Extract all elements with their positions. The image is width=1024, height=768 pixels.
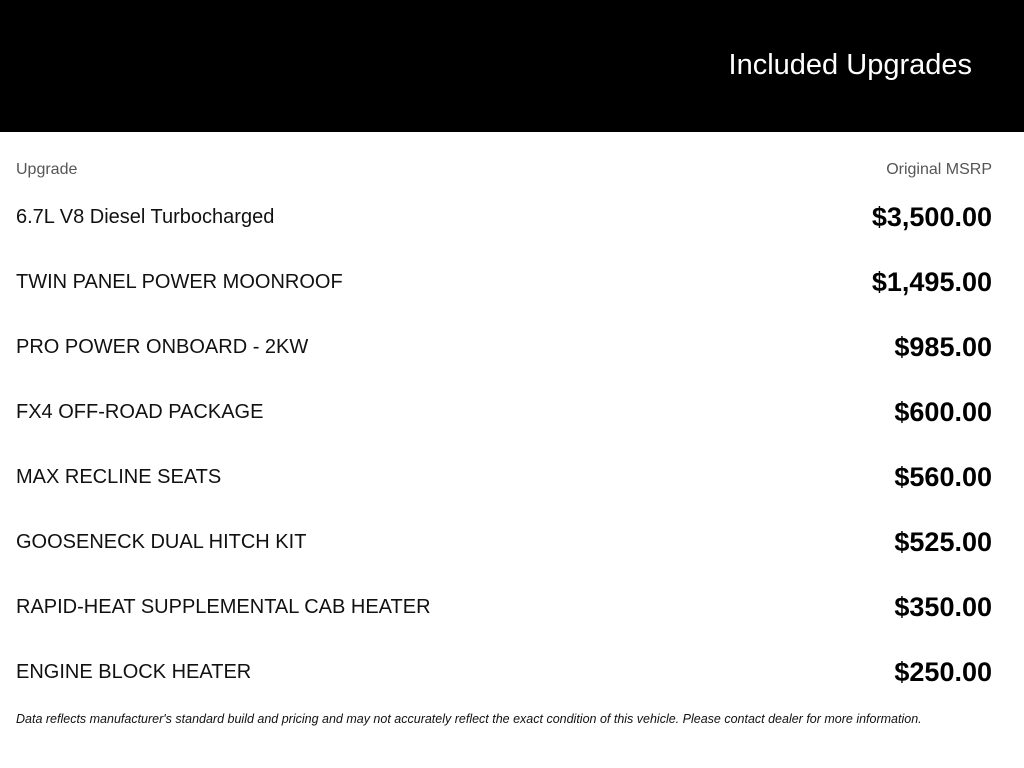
upgrade-name: RAPID-HEAT SUPPLEMENTAL CAB HEATER xyxy=(16,596,431,618)
upgrade-row xyxy=(16,445,992,510)
upgrade-row xyxy=(16,640,992,705)
upgrade-price: $350.00 xyxy=(894,592,992,622)
upgrade-price: $560.00 xyxy=(894,462,992,492)
upgrade-name: GOOSENECK DUAL HITCH KIT xyxy=(16,531,307,553)
upgrade-row xyxy=(16,315,992,380)
upgrade-price: $985.00 xyxy=(894,332,992,362)
upgrade-row xyxy=(16,575,992,640)
upgrade-name: PRO POWER ONBOARD - 2KW xyxy=(16,336,309,358)
header-banner xyxy=(0,0,1024,132)
upgrade-price: $600.00 xyxy=(894,397,992,427)
upgrade-row xyxy=(16,185,992,250)
upgrades-list xyxy=(16,185,992,705)
column-headers xyxy=(16,160,992,180)
upgrade-row xyxy=(16,510,992,575)
page-title: Included Upgrades xyxy=(728,49,972,81)
upgrade-column-header: Upgrade xyxy=(16,161,78,178)
upgrade-price: $250.00 xyxy=(894,657,992,687)
upgrade-name: FX4 OFF-ROAD PACKAGE xyxy=(16,401,264,423)
upgrade-price: $3,500.00 xyxy=(871,202,992,232)
upgrade-name: 6.7L V8 Diesel Turbocharged xyxy=(16,206,275,228)
upgrade-price: $1,495.00 xyxy=(871,267,992,297)
upgrade-name: ENGINE BLOCK HEATER xyxy=(16,661,252,683)
msrp-column-header: Original MSRP xyxy=(886,161,992,178)
upgrade-name: MAX RECLINE SEATS xyxy=(16,466,222,488)
disclaimer-text: Data reflects manufacturer's standard build and pricing and may not accurately reflect the exact condition of this vehicle. Please contact dealer for more information. xyxy=(16,712,922,726)
upgrade-price: $525.00 xyxy=(894,527,992,557)
upgrade-name: TWIN PANEL POWER MOONROOF xyxy=(16,271,343,293)
upgrade-row xyxy=(16,250,992,315)
upgrade-row xyxy=(16,380,992,445)
